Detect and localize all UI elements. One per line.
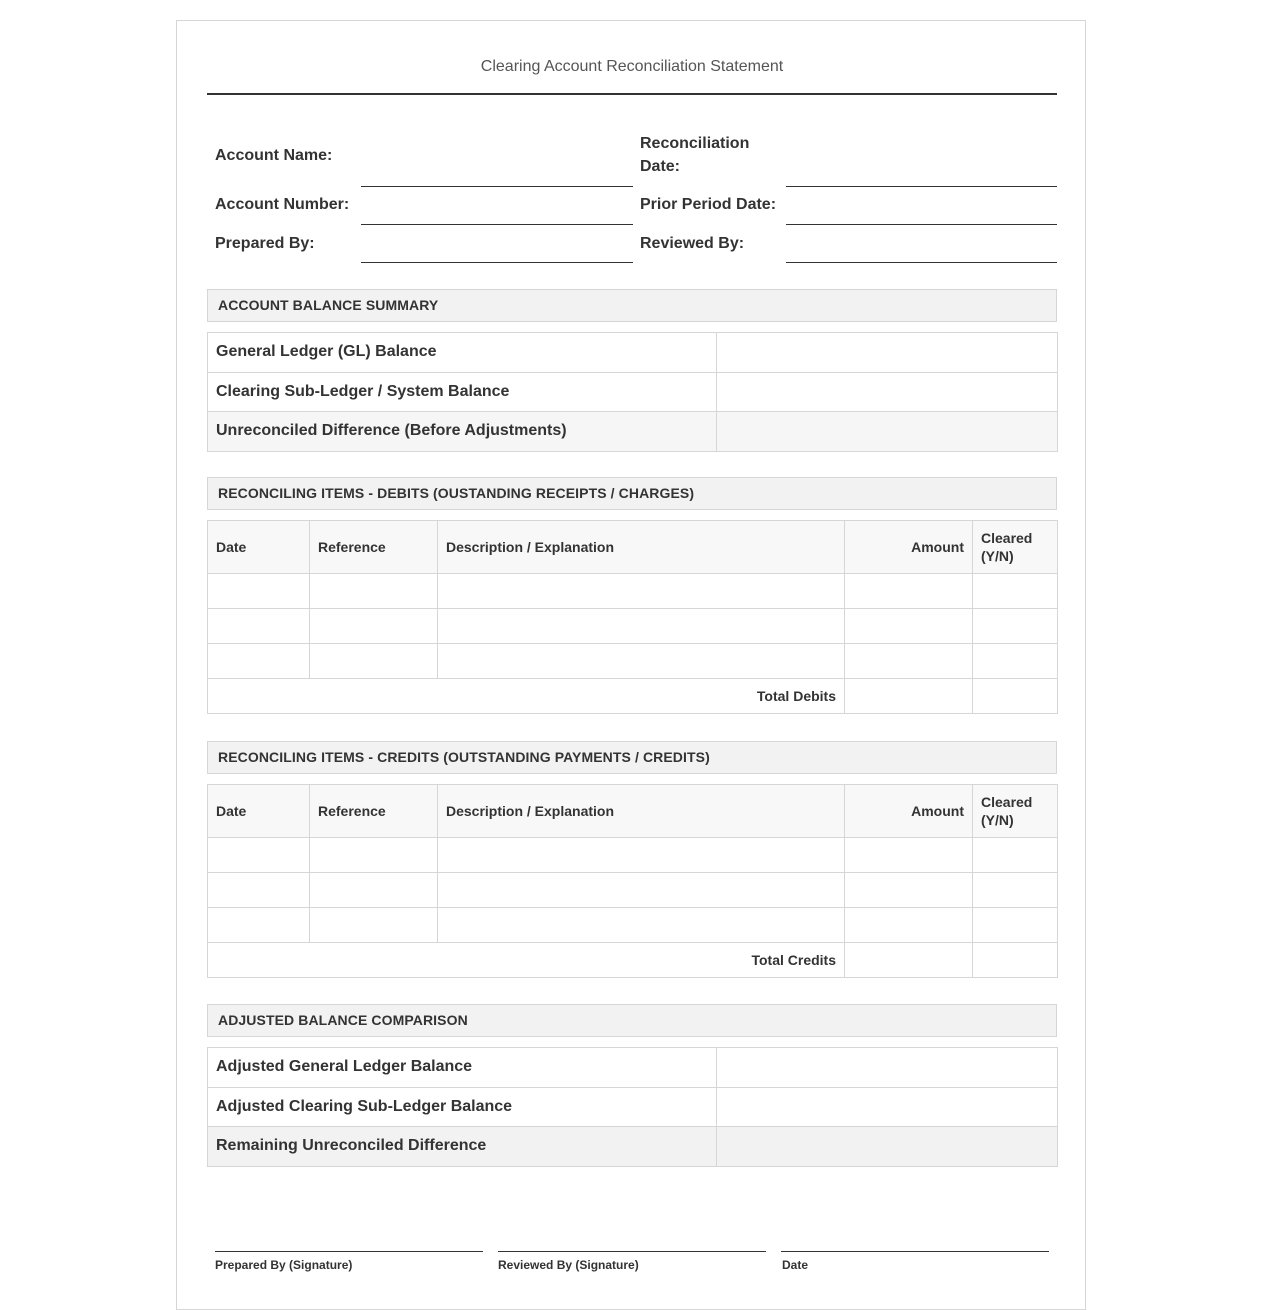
account-name-field[interactable] [361,186,633,187]
debit-reference-cell[interactable] [310,609,438,644]
debits-col-description: Description / Explanation [438,521,845,574]
debits-col-cleared: Cleared (Y/N) [973,521,1058,574]
credit-reference-cell[interactable] [310,908,438,943]
debits-header: RECONCILING ITEMS - DEBITS (OUSTANDING RECEIPTS / CHARGES) [207,477,1057,510]
total-row [208,679,1058,714]
table-row [208,873,1058,908]
table-row [208,908,1058,943]
credit-reference-cell[interactable] [310,838,438,873]
balance-summary-table [207,332,1058,452]
debit-description-cell[interactable] [438,609,845,644]
total-credits-label: Total Credits [208,943,845,978]
credits-col-amount: Amount [845,785,973,838]
title-divider [207,93,1057,95]
remaining-difference-label: Remaining Unreconciled Difference [208,1127,717,1167]
reviewed-by-label: Reviewed By: [640,235,745,252]
reviewed-signature-line[interactable] [498,1251,766,1252]
table-row [208,333,1058,373]
credit-description-cell[interactable] [438,908,845,943]
table-row [208,1048,1058,1088]
date-signature-line[interactable] [781,1251,1049,1252]
credit-amount-cell[interactable] [845,908,973,943]
credits-table [207,784,1058,978]
adjusted-gl-label: Adjusted General Ledger Balance [208,1048,717,1088]
reconciliation-date-label: Reconciliation Date: [640,135,750,175]
sub-ledger-balance-label: Clearing Sub-Ledger / System Balance [208,372,717,412]
debit-amount-cell[interactable] [845,574,973,609]
debit-date-cell[interactable] [208,574,310,609]
account-name-label: Account Name: [215,147,333,164]
debit-description-cell[interactable] [438,644,845,679]
debits-col-amount: Amount [845,521,973,574]
reviewed-by-field[interactable] [786,262,1057,263]
adjusted-sub-ledger-label: Adjusted Clearing Sub-Ledger Balance [208,1087,717,1127]
credit-amount-cell[interactable] [845,873,973,908]
debit-date-cell[interactable] [208,609,310,644]
total-debits-cleared[interactable] [973,679,1058,714]
prepared-signature-line[interactable] [215,1251,483,1252]
document-page [176,20,1086,1310]
credit-description-cell[interactable] [438,873,845,908]
table-row [208,412,1058,452]
prior-period-date-field[interactable] [786,224,1057,225]
date-signature-label: Date [782,1258,809,1272]
credit-cleared-cell[interactable] [973,838,1058,873]
debit-reference-cell[interactable] [310,644,438,679]
credit-reference-cell[interactable] [310,873,438,908]
debits-table [207,520,1058,714]
document-title: Clearing Account Reconciliation Statement [480,58,784,75]
credit-date-cell[interactable] [208,873,310,908]
prepared-by-field[interactable] [361,262,633,263]
credits-col-reference: Reference [310,785,438,838]
credits-header: RECONCILING ITEMS - CREDITS (OUTSTANDING PAYMENTS / CREDITS) [207,741,1057,774]
credit-date-cell[interactable] [208,838,310,873]
debits-col-reference: Reference [310,521,438,574]
table-row [208,1127,1058,1167]
reconciliation-date-field[interactable] [786,186,1057,187]
gl-balance-value[interactable] [717,333,1058,373]
total-credits-amount[interactable] [845,943,973,978]
table-header-row [208,521,1058,574]
credits-col-date: Date [208,785,310,838]
credit-description-cell[interactable] [438,838,845,873]
account-number-field[interactable] [361,224,633,225]
debit-cleared-cell[interactable] [973,644,1058,679]
credits-col-description: Description / Explanation [438,785,845,838]
debit-description-cell[interactable] [438,574,845,609]
total-debits-amount[interactable] [845,679,973,714]
table-row [208,372,1058,412]
debit-date-cell[interactable] [208,644,310,679]
debit-cleared-cell[interactable] [973,574,1058,609]
sub-ledger-balance-value[interactable] [717,372,1058,412]
credit-cleared-cell[interactable] [973,873,1058,908]
debit-reference-cell[interactable] [310,574,438,609]
reviewed-signature-label: Reviewed By (Signature) [498,1258,639,1272]
adjusted-gl-value[interactable] [717,1048,1058,1088]
table-row [208,1087,1058,1127]
credit-date-cell[interactable] [208,908,310,943]
account-number-label: Account Number: [215,196,350,213]
credit-cleared-cell[interactable] [973,908,1058,943]
table-header-row [208,785,1058,838]
debits-col-date: Date [208,521,310,574]
balance-summary-header: ACCOUNT BALANCE SUMMARY [207,289,1057,322]
remaining-difference-value[interactable] [717,1127,1058,1167]
prepared-by-label: Prepared By: [215,235,315,252]
total-debits-label: Total Debits [208,679,845,714]
debit-cleared-cell[interactable] [973,609,1058,644]
credit-amount-cell[interactable] [845,838,973,873]
table-row [208,644,1058,679]
prior-period-date-label: Prior Period Date: [640,196,777,213]
adjusted-sub-ledger-value[interactable] [717,1087,1058,1127]
table-row [208,838,1058,873]
table-row [208,609,1058,644]
adjusted-header: ADJUSTED BALANCE COMPARISON [207,1004,1057,1037]
unreconciled-difference-value[interactable] [717,412,1058,452]
table-row [208,574,1058,609]
debit-amount-cell[interactable] [845,609,973,644]
unreconciled-difference-label: Unreconciled Difference (Before Adjustments) [208,412,717,452]
gl-balance-label: General Ledger (GL) Balance [208,333,717,373]
total-credits-cleared[interactable] [973,943,1058,978]
total-row [208,943,1058,978]
prepared-signature-label: Prepared By (Signature) [215,1258,353,1272]
adjusted-table [207,1047,1058,1167]
debit-amount-cell[interactable] [845,644,973,679]
credits-col-cleared: Cleared (Y/N) [973,785,1058,838]
